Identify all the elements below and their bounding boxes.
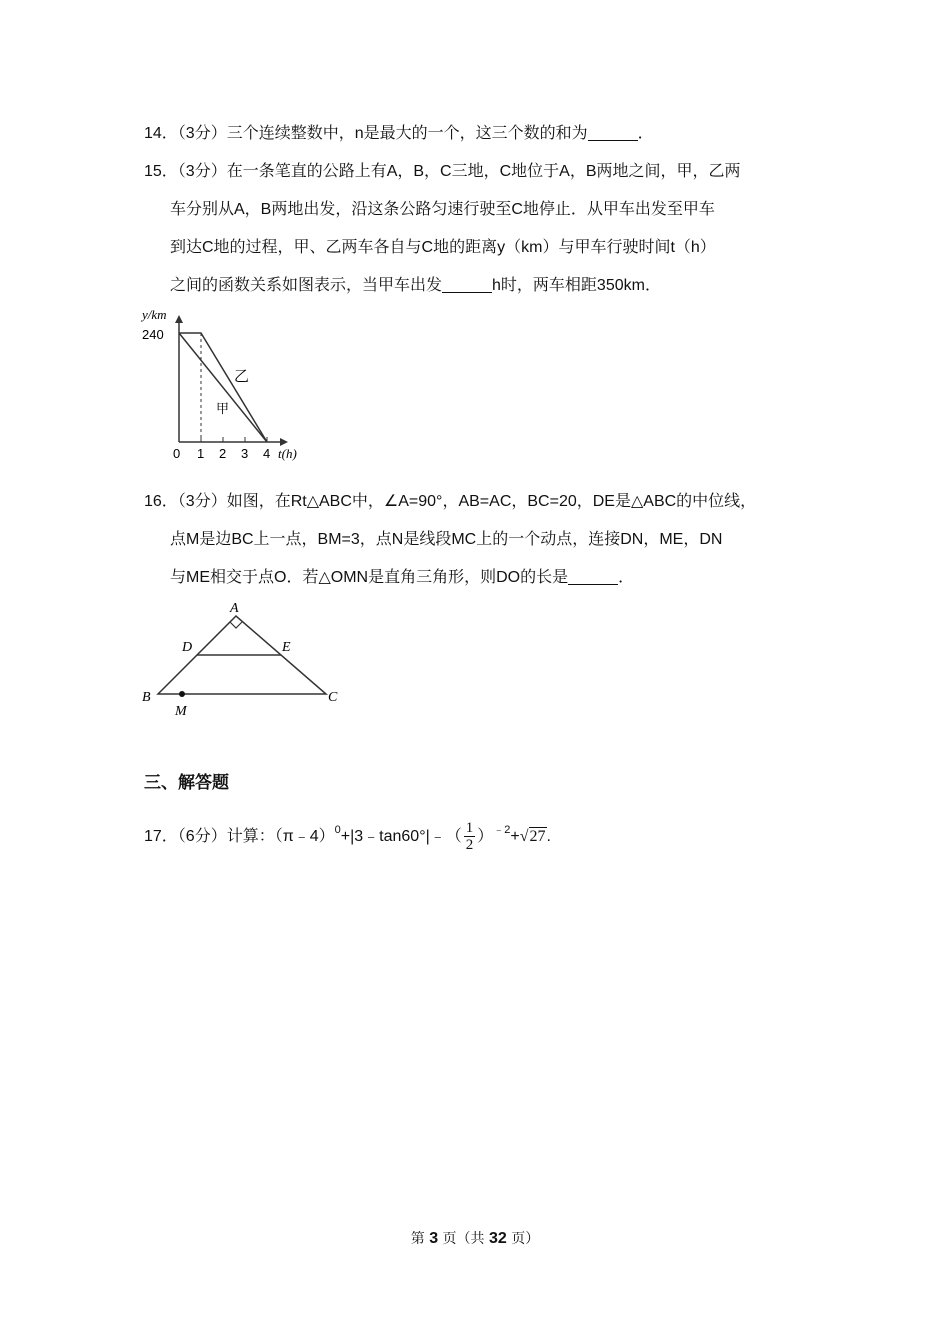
- q17-end: .: [546, 828, 551, 845]
- q17-sup-zero: 0: [334, 824, 341, 836]
- question-14: [144, 115, 814, 153]
- q15-answer-blank[interactable]: [442, 274, 492, 293]
- footer-mid: 页（共: [438, 1231, 489, 1247]
- q14-answer-blank[interactable]: [588, 122, 638, 141]
- q15-line-4a: 之间的函数关系如图表示，当甲车出发: [170, 277, 443, 294]
- triangle-figure: [138, 598, 348, 722]
- footer-post: 页）: [506, 1231, 540, 1247]
- section-title: 三、解答题: [144, 773, 229, 793]
- y-axis-label: y/km: [142, 307, 167, 322]
- footer-page-number: 3: [429, 1230, 439, 1247]
- distance-time-graph: [140, 305, 310, 465]
- y-axis-arrow: [175, 315, 183, 323]
- q16-line-1: 16．（3分）如图，在Rt△ABC中，∠A=90°，AB=AC，BC=20，DE是△ABC的中位线，: [144, 493, 757, 510]
- label-yi: 乙: [234, 367, 250, 385]
- q16-line-3a: 与ME相交于点O．若△OMN是直角三角形，则DO的长是: [170, 569, 569, 586]
- q15-line-2: 车分别从A，B两地出发，沿这条公路匀速行驶至C地停止．从甲车出发至甲车: [170, 201, 715, 218]
- page-footer: [0, 1228, 950, 1248]
- q17-sqrt: √27: [519, 828, 546, 845]
- q17-radicand: 27: [529, 828, 546, 845]
- q15-line-4b: h时，两车相距350km．: [492, 277, 661, 294]
- label-m: M: [175, 704, 187, 719]
- q17-prefix: 17．（6分）计算：（π﹣4）: [144, 828, 335, 845]
- series-jia-line: [179, 333, 267, 442]
- q14-text: 14．（3分）三个连续整数中，n是最大的一个，这三个数的和为: [144, 125, 588, 142]
- q16-line-2: 点M是边BC上一点，BM=3，点N是线段MC上的一个动点，连接DN，ME，DN: [170, 531, 723, 548]
- x-tick-label-3: 3: [241, 446, 249, 461]
- question-16: [144, 483, 814, 597]
- label-jia: 甲: [216, 402, 230, 417]
- x-tick-label-2: 2: [219, 446, 227, 461]
- point-m: [179, 691, 185, 697]
- y-tick-240: 240: [142, 327, 164, 342]
- q16-line-3b: ．: [618, 569, 635, 586]
- x-tick-label-4: 4: [263, 446, 271, 461]
- x-tick-label-0: 0: [173, 446, 181, 461]
- q17-frac-num: 1: [465, 820, 474, 837]
- q17-plus: +: [510, 828, 520, 845]
- label-b: B: [142, 690, 151, 705]
- right-angle-marker: [230, 622, 242, 628]
- q16-answer-blank[interactable]: [568, 566, 618, 585]
- q14-end: ．: [637, 125, 654, 142]
- x-tick-label-1: 1: [197, 446, 205, 461]
- question-15: [144, 153, 814, 305]
- x-axis-label: t(h): [278, 446, 297, 461]
- q17-fraction: [464, 820, 476, 853]
- q15-line-1: 15．（3分）在一条笔直的公路上有A，B，C三地，C地位于A，B两地之间，甲，乙两: [144, 163, 741, 180]
- q17-frac-den: 2: [465, 837, 474, 854]
- q17-close: ）: [477, 828, 494, 845]
- q15-line-3: 到达C地的过程，甲、乙两车各自与C地的距离y（km）与甲车行驶时间t（h）: [170, 239, 716, 256]
- label-a: A: [230, 601, 239, 616]
- label-e: E: [282, 640, 291, 655]
- q17-sup-neg2: ﹣2: [493, 824, 511, 836]
- x-axis-arrow: [280, 438, 288, 446]
- footer-total-pages: 32: [489, 1230, 507, 1247]
- label-c: C: [328, 690, 338, 705]
- footer-pre: 第: [410, 1231, 430, 1247]
- q17-abs: +|3﹣tan60°|﹣（: [340, 828, 462, 845]
- label-d: D: [182, 640, 193, 655]
- question-17: [144, 810, 814, 857]
